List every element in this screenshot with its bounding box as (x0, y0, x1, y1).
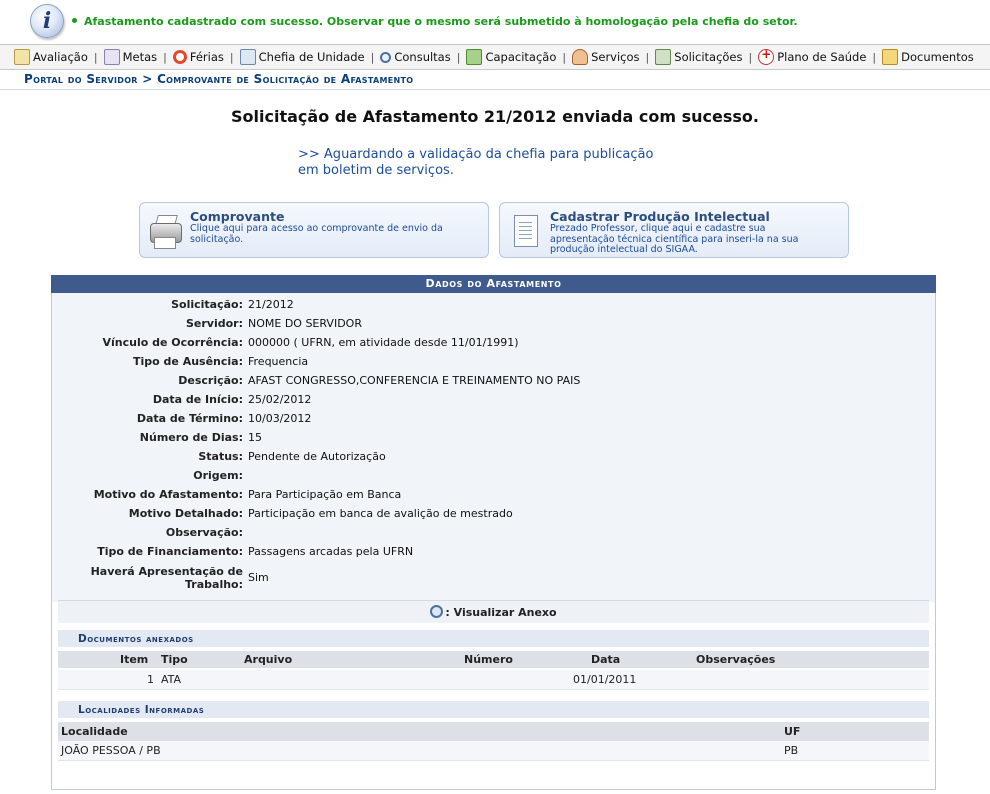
menu-item-servicos[interactable]: Serviços (572, 49, 639, 65)
person-icon (572, 49, 588, 65)
info-icon: i (30, 4, 64, 38)
unit-chief-icon (240, 49, 256, 65)
comprovante-description: Clique aqui para acesso ao comprovante de envio da solicitação. (190, 223, 443, 245)
view-attachment-link[interactable]: : Visualizar Anexo (58, 600, 929, 623)
breadcrumb-divider (0, 89, 990, 90)
cadastrar-producao-button[interactable] (499, 202, 849, 258)
comprovante-label: Comprovante (190, 209, 285, 224)
table-row: 1 ATA 01/01/2011 (58, 670, 929, 690)
localities-section-title: Localidades Informadas (58, 701, 929, 718)
bullet-icon (72, 18, 77, 23)
menu-item-consultas[interactable]: Consultas (380, 50, 450, 64)
printer-icon (148, 213, 182, 249)
message-bar (0, 0, 990, 42)
requests-icon (655, 49, 671, 65)
menu-item-avaliacao[interactable]: Avaliação (14, 49, 88, 65)
evaluation-icon (14, 49, 30, 65)
menu-item-plano-saude[interactable]: + Plano de Saúde (758, 49, 866, 65)
localities-table-header: Localidade UF (58, 722, 929, 741)
table-row: JOÃO PESSOA / PB PB (58, 741, 929, 761)
panel-title: Dados do Afastamento (51, 275, 936, 293)
magnifier-icon (380, 52, 391, 63)
producao-description: Prezado Professor, clique aqui e cadastre sua apresentação técnica científica para inseri-la na sua produção intelectual do SIGAA. (550, 223, 799, 255)
lifebuoy-icon (173, 50, 187, 64)
menu-item-metas[interactable]: Metas (104, 49, 158, 65)
menu-item-ferias[interactable]: Férias (173, 50, 224, 64)
validation-note: >> Aguardando a validação da chefia para publicação em boletim de serviços. (298, 147, 654, 178)
breadcrumb: Portal do Servidor > Comprovante de Solicitação de Afastamento (24, 72, 414, 86)
documents-table-header: Item Tipo Arquivo Número Data Observações (58, 651, 929, 668)
menu-item-chefia[interactable]: Chefia de Unidade (240, 49, 365, 65)
comprovante-button[interactable] (139, 202, 489, 258)
page-title: Solicitação de Afastamento 21/2012 enviada com sucesso. (231, 107, 759, 126)
training-icon (466, 49, 482, 65)
goals-icon (104, 49, 120, 65)
success-message: Afastamento cadastrado com sucesso. Observar que o mesmo será submetido à homologação pela chefia do setor. (72, 15, 798, 28)
menu-item-solicitacoes[interactable]: Solicitações (655, 49, 742, 65)
magnifier-icon (430, 605, 443, 618)
menu-item-documentos[interactable]: Documentos (882, 49, 974, 65)
document-icon (508, 213, 542, 249)
folder-icon (882, 49, 898, 65)
documents-section-title: Documentos anexados (58, 630, 929, 647)
health-plan-icon (758, 49, 774, 65)
producao-label: Cadastrar Produção Intelectual (550, 209, 770, 224)
menu-item-capacitacao[interactable]: Capacitação (466, 49, 556, 65)
main-menu: Avaliação | Metas | Férias | Chefia de Unidade | Consultas | Capacitação | Serviços | Solicitações | + Plano de Saúde | Documentos (0, 44, 990, 70)
